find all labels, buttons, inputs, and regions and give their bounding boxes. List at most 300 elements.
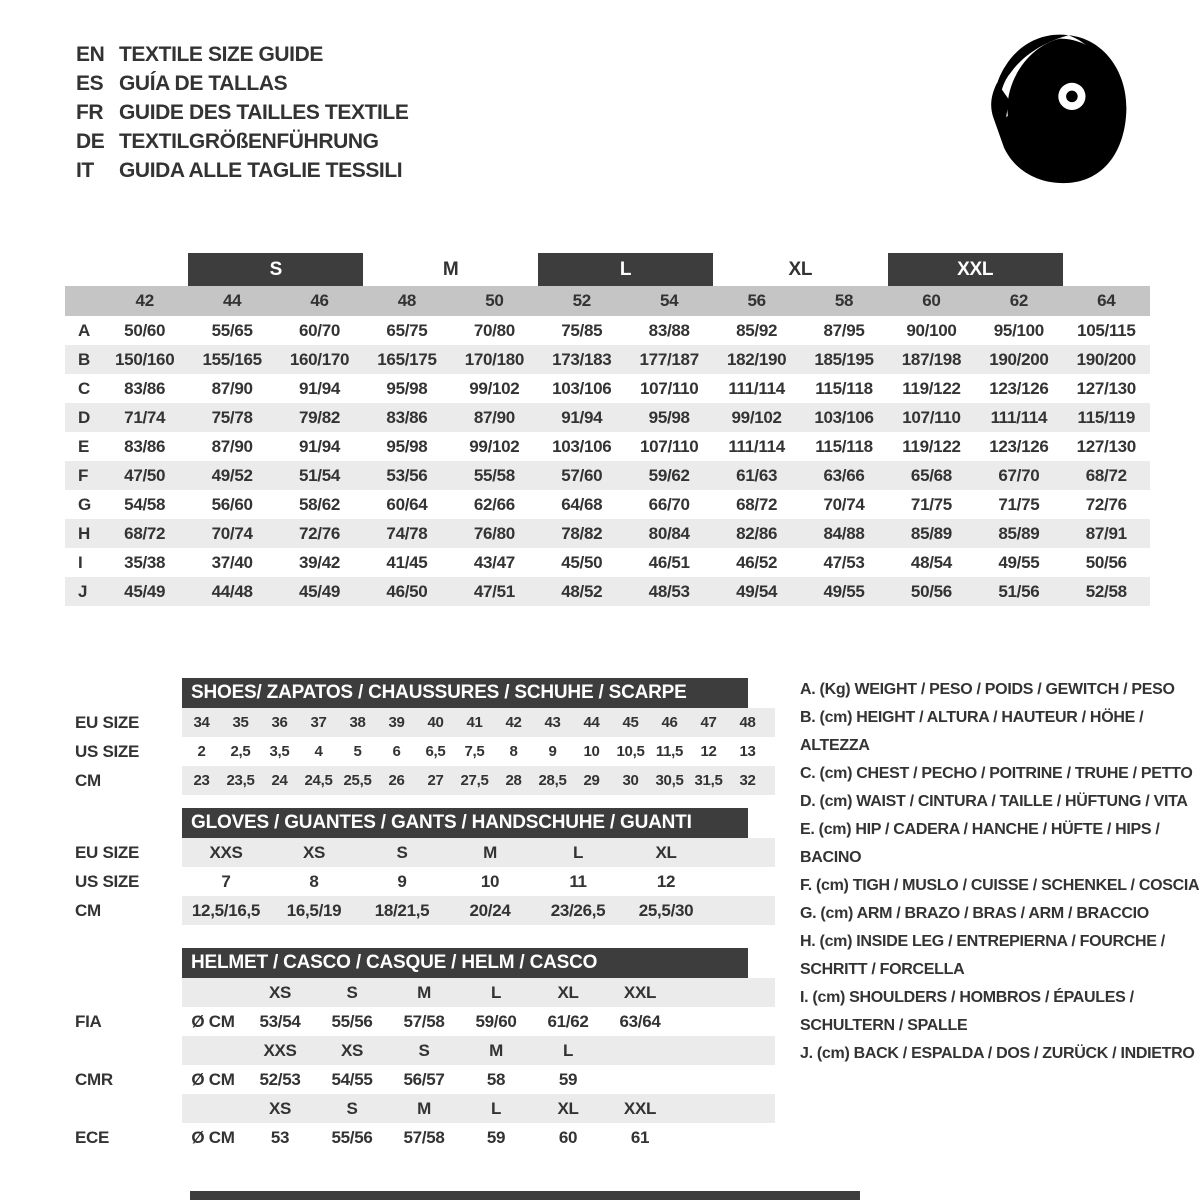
measure-value: 83/88: [648, 320, 690, 340]
measure-row: [65, 577, 1150, 606]
spacer: [75, 795, 775, 808]
measure-value: 62/66: [473, 494, 515, 514]
language-label: GUIDA ALLE TAGLIE TESSILI: [119, 158, 403, 182]
shoes-value: 24,5: [304, 772, 333, 789]
measure-value: 50/56: [910, 581, 952, 601]
measure-value: 70/74: [211, 523, 253, 543]
cropped-section-bar: [190, 1191, 860, 1200]
language-label: TEXTILGRÖßENFÜHRUNG: [119, 129, 379, 153]
shoes-value: 30,5: [655, 772, 684, 789]
measure-value: 91/94: [561, 407, 603, 427]
measure-value: 160/170: [289, 349, 350, 369]
legend-item: J. (cm) BACK / ESPALDA / DOS / ZURÜCK / INDIETRO: [800, 1045, 1195, 1062]
measure-value: 45/49: [124, 581, 166, 601]
measure-value: 99/102: [731, 407, 782, 427]
gloves-value: 10: [480, 871, 500, 891]
numeric-size: 46: [310, 291, 329, 310]
measure-value: 177/187: [639, 349, 699, 369]
measure-value: 127/130: [1076, 378, 1136, 398]
helmet-value: 61: [630, 1127, 650, 1147]
helmet-values: [182, 1065, 775, 1094]
measure-value: 87/90: [211, 436, 253, 456]
measure-value: 87/91: [1085, 523, 1127, 543]
helmet-size-row: [75, 1094, 775, 1123]
gloves-title-bar: GLOVES / GUANTES / GANTS / HANDSCHUHE / GUANTI: [182, 808, 748, 838]
measure-value: 82/86: [736, 523, 778, 543]
measure-value: 187/198: [901, 349, 962, 369]
size-group-xl: XL: [788, 259, 813, 280]
measure-value: 103/106: [552, 436, 612, 456]
numeric-size: 54: [660, 291, 679, 310]
measure-value: 68/72: [1085, 465, 1127, 485]
measure-value: 50/56: [1085, 552, 1127, 572]
helmet-size-label: S: [346, 982, 358, 1002]
measure-row-label: C: [78, 378, 90, 398]
gloves-row: [75, 838, 775, 867]
shoes-value: 35: [232, 714, 249, 731]
measure-row-label: F: [78, 465, 89, 485]
helmet-rows: [75, 978, 775, 1152]
helmet-value: 59/60: [475, 1011, 517, 1031]
measure-value: 80/84: [648, 523, 690, 543]
spacer: [75, 925, 775, 948]
helmet-size-label: L: [490, 1098, 502, 1118]
measure-value: 119/122: [902, 436, 961, 456]
gloves-value: L: [572, 842, 584, 862]
shoes-value: 6: [392, 743, 401, 760]
helmet-size-label: XXS: [263, 1040, 297, 1060]
numeric-size: 52: [572, 291, 591, 310]
numeric-size: 44: [222, 291, 242, 310]
legend-item: C. (cm) CHEST / PECHO / POITRINE / TRUHE / PETTO: [800, 765, 1193, 782]
measure-value: 46/50: [386, 581, 428, 601]
measure-value: 45/49: [299, 581, 341, 601]
measure-value: 91/94: [299, 436, 341, 456]
helmet-standard-label: CMR: [75, 1069, 113, 1089]
measure-value: 103/106: [814, 407, 874, 427]
measure-value: 60/64: [386, 494, 428, 514]
gloves-values: [182, 896, 775, 925]
helmet-unit: Ø CM: [191, 1069, 235, 1089]
measure-value: 99/102: [469, 378, 520, 398]
language-code: EN: [76, 42, 105, 66]
measure-value: 47/51: [473, 581, 515, 601]
measure-value: 59/62: [648, 465, 690, 485]
legend-item: F. (cm) TIGH / MUSLO / CUISSE / SCHENKEL / COSCIA: [800, 877, 1200, 894]
gloves-value: 7: [221, 871, 231, 891]
measure-value: 127/130: [1076, 436, 1136, 456]
measure-value: 60/70: [299, 320, 341, 340]
measure-value: 87/90: [211, 378, 253, 398]
measure-value: 48/53: [648, 581, 690, 601]
shoes-value: 46: [661, 714, 678, 731]
gloves-value: 8: [309, 871, 319, 891]
measure-value: 185/195: [814, 349, 874, 369]
helmet-section: [75, 948, 775, 1152]
language-row: [76, 98, 408, 127]
helmet-values: [182, 1007, 775, 1036]
measure-value: 95/100: [993, 320, 1044, 340]
helmet-value: 57/58: [403, 1127, 445, 1147]
measure-value: 45/50: [561, 552, 603, 572]
shoes-value: 43: [544, 714, 561, 731]
shoes-value: 38: [349, 714, 366, 731]
measure-value: 65/68: [910, 465, 952, 485]
measure-value: 119/122: [902, 378, 961, 398]
legend-item: A. (Kg) WEIGHT / PESO / POIDS / GEWITCH / PESO: [800, 681, 1175, 698]
legend-item: E. (cm) HIP / CADERA / HANCHE / HÜFTE / HIPS / BACINO: [800, 821, 1160, 866]
shoes-value: 28: [505, 772, 522, 789]
measure-value: 48/54: [910, 552, 952, 572]
measure-value: 190/200: [1076, 349, 1136, 369]
measure-value: 111/114: [990, 407, 1048, 427]
measure-value: 99/102: [469, 436, 520, 456]
size-group-row: [65, 253, 1150, 286]
measure-value: 66/70: [648, 494, 690, 514]
textile-table-body: [65, 316, 1150, 606]
shoes-value: 48: [739, 714, 756, 731]
legend-item: H. (cm) INSIDE LEG / ENTREPIERNA / FOURCHE / SCHRITT / FORCELLA: [800, 933, 1165, 978]
numeric-size: 50: [485, 291, 504, 310]
helmet-value: 60: [558, 1127, 578, 1147]
helmet-value: 52/53: [259, 1069, 301, 1089]
helmet-value: 55/56: [331, 1127, 373, 1147]
measure-value: 111/114: [728, 436, 785, 456]
measure-value: 123/126: [989, 378, 1049, 398]
measure-row-label: G: [78, 494, 91, 514]
shoes-values: [182, 737, 775, 766]
shoes-value: 3,5: [269, 743, 290, 760]
shoes-value: 23,5: [226, 772, 255, 789]
helmet-sizes: [182, 1094, 775, 1123]
legend-item: G. (cm) ARM / BRAZO / BRAS / ARM / BRACCIO: [800, 905, 1149, 922]
gloves-row-label: EU SIZE: [75, 842, 140, 862]
measure-row: [65, 432, 1150, 461]
helmet-sizes: [182, 978, 775, 1007]
language-code: ES: [76, 71, 104, 95]
numeric-size: 64: [1097, 291, 1116, 310]
measure-value: 165/175: [377, 349, 437, 369]
measure-value: 71/75: [998, 494, 1040, 514]
gloves-value: M: [483, 842, 497, 862]
measure-value: 74/78: [386, 523, 428, 543]
gloves-value: XL: [655, 842, 677, 862]
measure-value: 57/60: [561, 465, 603, 485]
measure-row-label: I: [78, 552, 83, 572]
measure-row-label: B: [78, 349, 90, 369]
helmet-size-label: XS: [268, 982, 292, 1002]
measure-value: 95/98: [386, 378, 428, 398]
helmet-size-label: XL: [557, 1098, 579, 1118]
shoes-value: 27: [427, 772, 444, 789]
measure-value: 35/38: [124, 552, 166, 572]
measure-value: 91/94: [299, 378, 341, 398]
language-label: GUIDE DES TAILLES TEXTILE: [119, 100, 409, 124]
helmet-size-label: XXL: [623, 1098, 657, 1118]
shoes-title-bar: SHOES/ ZAPATOS / CHAUSSURES / SCHUHE / SCARPE: [182, 678, 748, 708]
measure-value: 84/88: [823, 523, 865, 543]
shoes-rows: [75, 708, 775, 795]
helmet-size-label: M: [417, 982, 431, 1002]
measure-value: 53/56: [386, 465, 428, 485]
shoes-row: [75, 737, 775, 766]
measure-value: 107/110: [639, 378, 699, 398]
shoes-value: 7,5: [464, 743, 485, 760]
helmet-size-label: S: [346, 1098, 358, 1118]
helmet-title-bar: HELMET / CASCO / CASQUE / HELM / CASCO: [182, 948, 748, 978]
shoes-row: [75, 766, 775, 795]
helmet-value: 56/57: [403, 1069, 445, 1089]
helmet-size-label: XXL: [623, 982, 657, 1002]
gloves-value: XXS: [209, 842, 243, 862]
gloves-value: 23/26,5: [550, 900, 606, 920]
helmet-value: 53: [270, 1127, 290, 1147]
helmet-standard-label: FIA: [75, 1011, 102, 1031]
measure-value: 49/52: [211, 465, 253, 485]
measure-value: 83/86: [124, 436, 166, 456]
measure-value: 46/52: [736, 552, 778, 572]
shoes-value: 11,5: [655, 743, 684, 760]
measure-value: 67/70: [998, 465, 1040, 485]
helmet-value: 59: [558, 1069, 578, 1089]
measure-row: [65, 490, 1150, 519]
measure-value: 85/89: [998, 523, 1040, 543]
shoes-value: 10: [583, 743, 600, 760]
measure-value: 44/48: [211, 581, 253, 601]
measure-value: 50/60: [124, 320, 166, 340]
helmet-value: 58: [486, 1069, 506, 1089]
shoes-value: 39: [388, 714, 405, 731]
measure-row-label: H: [78, 523, 90, 543]
size-group-m: M: [442, 259, 459, 280]
size-group-l: L: [538, 253, 713, 286]
measure-value: 107/110: [639, 436, 699, 456]
measure-value: 71/75: [910, 494, 952, 514]
helmet-size-label: S: [418, 1040, 430, 1060]
measure-value: 70/74: [823, 494, 865, 514]
measure-value: 41/45: [386, 552, 428, 572]
measure-value: 123/126: [989, 436, 1049, 456]
language-code: IT: [76, 158, 94, 182]
measure-value: 79/82: [299, 407, 341, 427]
measure-value: 103/106: [552, 378, 612, 398]
measure-value: 56/60: [211, 494, 253, 514]
measure-value: 46/51: [648, 552, 690, 572]
helmet-size-label: L: [562, 1040, 574, 1060]
measure-value: 83/86: [124, 378, 166, 398]
language-code: DE: [76, 129, 105, 153]
shoes-values: [182, 708, 775, 737]
racing-helmet-icon: [975, 25, 1145, 195]
measure-value: 170/180: [464, 349, 525, 369]
helmet-size-label: XL: [557, 982, 579, 1002]
gloves-value: XS: [302, 842, 326, 862]
helmet-standard-label: ECE: [75, 1127, 110, 1147]
helmet-value-row: [75, 1007, 775, 1036]
gloves-value: 18/21,5: [374, 900, 430, 920]
shoes-value: 37: [310, 714, 327, 731]
size-group-s: S: [188, 253, 363, 286]
gloves-value: 9: [397, 871, 407, 891]
legend: [800, 676, 1200, 1068]
shoes-value: 41: [466, 714, 483, 731]
measure-value: 72/76: [1085, 494, 1127, 514]
measure-value: 76/80: [473, 523, 515, 543]
measure-value: 173/183: [552, 349, 612, 369]
numeric-size: 58: [834, 291, 854, 310]
gloves-rows: [75, 838, 775, 925]
helmet-size-label: XS: [268, 1098, 292, 1118]
legend-item: B. (cm) HEIGHT / ALTURA / HAUTEUR / HÖHE / ALTEZZA: [800, 709, 1144, 754]
measure-value: 85/89: [910, 523, 952, 543]
shoes-value: 45: [622, 714, 639, 731]
shoes-value: 26: [388, 772, 405, 789]
measure-value: 65/75: [386, 320, 428, 340]
measure-value: 115/118: [815, 378, 873, 398]
lower-sections: [75, 678, 775, 1152]
measure-value: 75/78: [211, 407, 253, 427]
gloves-values: [182, 838, 775, 867]
measure-value: 111/114: [728, 378, 785, 398]
measure-row: [65, 548, 1150, 577]
measure-value: 63/66: [823, 465, 865, 485]
legend-item: I. (cm) SHOULDERS / HOMBROS / ÉPAULES / SCHULTERN / SPALLE: [800, 989, 1134, 1034]
shoes-value: 34: [193, 714, 210, 731]
shoes-row-label: US SIZE: [75, 741, 140, 761]
helmet-value: 63/64: [619, 1011, 661, 1031]
numeric-size: 56: [747, 291, 766, 310]
measure-row: [65, 316, 1150, 345]
legend-item: D. (cm) WAIST / CINTURA / TAILLE / HÜFTUNG / VITA: [800, 793, 1188, 810]
shoes-value: 32: [739, 772, 756, 789]
gloves-value: 12,5/16,5: [191, 900, 261, 920]
measure-value: 55/58: [473, 465, 515, 485]
measure-row-label: E: [78, 436, 90, 456]
measure-value: 95/98: [386, 436, 428, 456]
measure-value: 37/40: [211, 552, 253, 572]
helmet-value-row: [75, 1123, 775, 1152]
measure-value: 68/72: [124, 523, 166, 543]
textile-size-table: [65, 253, 1150, 606]
shoes-value: 28,5: [538, 772, 567, 789]
helmet-size-label: L: [490, 982, 502, 1002]
gloves-value: 12: [656, 871, 676, 891]
helmet-size-label: XS: [340, 1040, 364, 1060]
measure-value: 55/65: [211, 320, 253, 340]
gloves-value: 25,5/30: [638, 900, 694, 920]
helmet-unit: Ø CM: [191, 1011, 235, 1031]
gloves-value: S: [396, 842, 408, 862]
shoes-value: 29: [583, 772, 600, 789]
measure-row-label: A: [78, 320, 90, 340]
helmet-size-label: M: [489, 1040, 503, 1060]
numeric-size-row: [65, 286, 1150, 316]
language-code: FR: [76, 100, 104, 124]
measure-value: 54/58: [124, 494, 166, 514]
measure-row: [65, 374, 1150, 403]
helmet-value: 53/54: [259, 1011, 301, 1031]
measure-value: 68/72: [736, 494, 778, 514]
numeric-size: 62: [1009, 291, 1029, 310]
shoes-value: 40: [427, 714, 444, 731]
helmet-value: 61/62: [547, 1011, 589, 1031]
measure-value: 48/52: [561, 581, 603, 601]
shoes-value: 6,5: [425, 743, 446, 760]
shoes-values: [182, 766, 775, 795]
shoes-value: 44: [583, 714, 600, 731]
gloves-row: [75, 896, 775, 925]
measure-value: 75/85: [561, 320, 603, 340]
shoes-value: 24: [271, 772, 288, 789]
shoes-value: 23: [193, 772, 210, 789]
gloves-row-label: CM: [75, 900, 101, 920]
helmet-values: [182, 1123, 775, 1152]
shoes-row-label: EU SIZE: [75, 712, 140, 732]
measure-value: 64/68: [561, 494, 603, 514]
measure-value: 182/190: [726, 349, 787, 369]
language-list: [76, 40, 408, 185]
measure-value: 51/54: [299, 465, 341, 485]
shoes-value: 2: [197, 743, 206, 760]
measure-row: [65, 403, 1150, 432]
shoes-value: 30: [622, 772, 639, 789]
measure-value: 90/100: [906, 320, 957, 340]
measure-value: 87/95: [823, 320, 865, 340]
measure-value: 105/115: [1077, 320, 1136, 340]
language-row: [76, 40, 408, 69]
gloves-row-label: US SIZE: [75, 871, 140, 891]
shoes-value: 10,5: [616, 743, 645, 760]
shoes-section: [75, 678, 775, 795]
helmet-value: 54/55: [331, 1069, 373, 1089]
measure-value: 39/42: [299, 552, 341, 572]
helmet-size-row: [75, 978, 775, 1007]
shoes-value: 9: [548, 743, 557, 760]
measure-value: 49/55: [823, 581, 865, 601]
shoes-value: 31,5: [694, 772, 723, 789]
measure-value: 83/86: [386, 407, 428, 427]
measure-value: 61/63: [736, 465, 778, 485]
measure-value: 51/56: [998, 581, 1040, 601]
measure-row: [65, 461, 1150, 490]
language-row: [76, 156, 408, 185]
measure-value: 47/53: [823, 552, 865, 572]
measure-value: 52/58: [1085, 581, 1127, 601]
helmet-unit: Ø CM: [191, 1127, 235, 1147]
gloves-value: 16,5/19: [286, 900, 342, 920]
measure-value: 49/55: [998, 552, 1040, 572]
measure-row: [65, 345, 1150, 374]
gloves-value: 20/24: [469, 900, 511, 920]
measure-value: 72/76: [299, 523, 341, 543]
gloves-value: 11: [569, 871, 587, 891]
shoes-value: 4: [314, 743, 323, 760]
gloves-section: [75, 808, 775, 925]
shoes-value: 8: [509, 743, 518, 760]
measure-value: 115/118: [815, 436, 873, 456]
measure-value: 190/200: [989, 349, 1049, 369]
gloves-row: [75, 867, 775, 896]
shoes-value: 12: [700, 743, 717, 760]
measure-row-label: D: [78, 407, 90, 427]
numeric-size: 60: [922, 291, 941, 310]
measure-value: 43/47: [473, 552, 515, 572]
measure-value: 107/110: [902, 407, 961, 427]
measure-value: 58/62: [299, 494, 341, 514]
measure-value: 87/90: [473, 407, 515, 427]
shoes-value: 42: [505, 714, 522, 731]
shoes-row: [75, 708, 775, 737]
